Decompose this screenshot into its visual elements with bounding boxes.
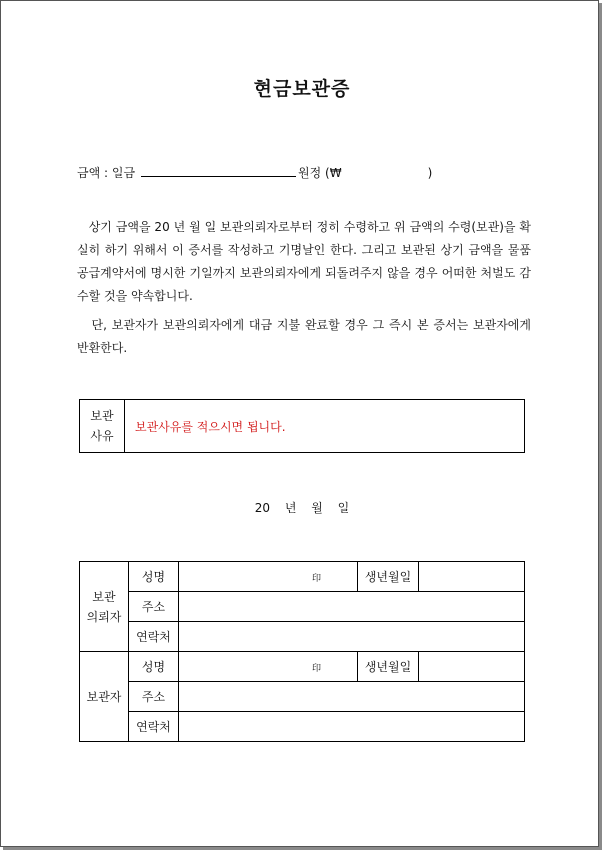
amount-close: ) <box>427 166 433 180</box>
requester-name-label: 성명 <box>129 562 179 592</box>
reason-label-line-1: 보관 <box>90 409 114 423</box>
body-paragraph-1 <box>77 216 531 308</box>
keeper-address-label: 주소 <box>129 682 179 712</box>
requester-group-line-1: 보관 <box>92 589 116 604</box>
reason-label <box>80 400 125 453</box>
requester-contact-field[interactable] <box>179 622 525 652</box>
keeper-name-label: 성명 <box>129 652 179 682</box>
document-title: 현금보관증 <box>253 78 351 100</box>
keeper-contact-field[interactable] <box>179 712 525 742</box>
keeper-name-field[interactable] <box>179 652 358 682</box>
requester-birth-label: 생년월일 <box>358 562 419 592</box>
requester-group-label <box>80 562 129 652</box>
requester-birth-field[interactable] <box>419 562 525 592</box>
body-paragraph-2 <box>77 314 531 360</box>
reason-text[interactable]: 보관사유를 적으시면 됩니다. <box>125 400 525 453</box>
parties-table <box>79 561 525 742</box>
reason-table <box>79 399 525 453</box>
keeper-birth-field[interactable] <box>419 652 525 682</box>
body-paragraph-2-text: 단, 보관자가 보관의뢰자에게 대금 지불 완료할 경우 그 즉시 본 증서는 보관자에게 반환한다. <box>77 318 531 355</box>
date-line: 20 년 월 일 <box>254 501 350 515</box>
amount-suffix: 원정 (₩ <box>298 166 342 180</box>
body-paragraph-1-text: 상기 금액을 20 년 월 일 보관의뢰자로부터 정히 수령하고 위 금액의 수령(보관)을 확실히 하기 위해서 이 증서를 작성하고 기명날인 한다. 그리고 보관된 상기 금액을 물품공급계약서에 명시한 기일까지 보관의뢰자에게 되돌려주지 않을 경우 어떠한 처벌도 감수할 것을 약속합니다. <box>77 220 531 303</box>
requester-name-field[interactable] <box>179 562 358 592</box>
keeper-address-field[interactable] <box>179 682 525 712</box>
keeper-contact-label: 연락처 <box>129 712 179 742</box>
requester-seal: 印 <box>311 573 321 584</box>
amount-blank[interactable] <box>141 164 296 177</box>
requester-address-label: 주소 <box>129 592 179 622</box>
keeper-birth-label: 생년월일 <box>358 652 419 682</box>
amount-line <box>77 164 432 181</box>
requester-contact-label: 연락처 <box>129 622 179 652</box>
requester-group-line-2: 의뢰자 <box>86 609 122 624</box>
reason-label-line-2: 사유 <box>90 429 114 443</box>
requester-address-field[interactable] <box>179 592 525 622</box>
amount-label: 금액 : 일금 <box>77 166 136 180</box>
keeper-seal: 印 <box>311 663 321 674</box>
keeper-group-label: 보관자 <box>80 652 129 742</box>
